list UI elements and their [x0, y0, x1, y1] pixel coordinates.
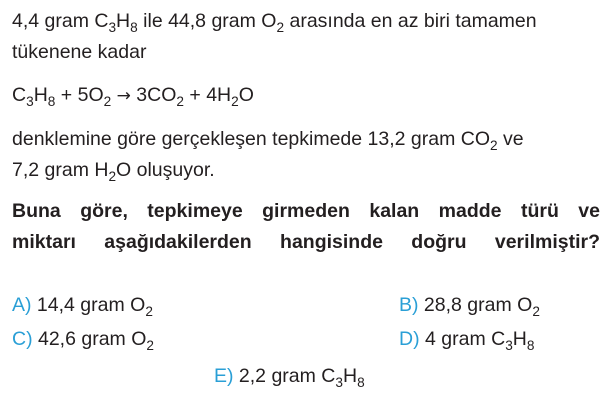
option-text: 14,4 gram O — [31, 294, 146, 316]
subscript: 8 — [357, 374, 365, 390]
equation-part: + 4H — [183, 84, 232, 106]
option-letter: C) — [12, 328, 33, 350]
stem-line-1 — [12, 6, 600, 37]
stem-text: denklemine göre gerçekleşen tepkimede 13,2 gram CO — [12, 128, 491, 150]
equation-part: 3CO — [136, 84, 177, 106]
option-e[interactable] — [214, 363, 365, 389]
subscript: 2 — [490, 137, 498, 153]
subscript: 2 — [532, 303, 540, 319]
option-b[interactable] — [399, 292, 540, 318]
option-letter: B) — [399, 294, 419, 316]
stem-line-4 — [12, 124, 600, 155]
option-c[interactable] — [12, 326, 154, 352]
subscript: 8 — [47, 93, 56, 109]
stem-text: H — [116, 10, 131, 32]
question-prompt-line-2: miktarı aşağıdakilerden hangisinde doğru verilmiştir? — [12, 231, 600, 253]
subscript: 3 — [505, 337, 513, 353]
stem-text: O oluşuyor. — [116, 159, 215, 181]
stem-text: arasında en az biri tamamen — [284, 10, 537, 32]
option-text: 42,6 gram O — [32, 328, 147, 350]
option-text: 28,8 gram O — [418, 294, 533, 316]
equation-part: H — [33, 84, 48, 106]
chemical-equation — [12, 80, 600, 112]
option-text: H — [512, 328, 527, 350]
stem-line-5 — [12, 155, 600, 186]
subscript: 2 — [176, 93, 184, 109]
subscript: 2 — [108, 168, 117, 184]
stem-line-2: tükenene kadar — [12, 41, 147, 63]
stem-text: 7,2 gram H — [12, 159, 109, 181]
subscript: 2 — [276, 19, 285, 35]
subscript: 8 — [526, 337, 535, 353]
option-letter: A) — [12, 294, 32, 316]
subscript: 2 — [145, 303, 153, 319]
subscript: 2 — [231, 93, 239, 109]
option-letter: D) — [399, 328, 420, 350]
subscript: 2 — [146, 337, 154, 353]
equation-part: + 5O — [55, 84, 104, 106]
subscript: 8 — [130, 19, 138, 35]
question-prompt-line-1: Buna göre, tepkimeye girmeden kalan madde türü ve — [12, 200, 600, 222]
subscript: 3 — [335, 374, 343, 390]
equation-part: O — [238, 84, 254, 106]
option-letter: E) — [214, 365, 234, 387]
option-text: 4 gram C — [419, 328, 506, 350]
option-text: 2,2 gram C — [233, 365, 336, 387]
stem-text: ile 44,8 gram O — [137, 10, 277, 32]
reaction-arrow-icon: → — [111, 86, 137, 106]
option-d[interactable] — [399, 326, 534, 352]
equation-part: C — [12, 84, 27, 106]
option-a[interactable] — [12, 292, 153, 318]
subscript: 3 — [26, 93, 34, 109]
question-stem — [12, 6, 600, 258]
stem-text: ve — [497, 128, 524, 150]
subscript: 2 — [103, 93, 112, 109]
stem-text: 4,4 gram C — [12, 10, 109, 32]
subscript: 3 — [108, 19, 117, 35]
option-text: H — [342, 365, 358, 387]
